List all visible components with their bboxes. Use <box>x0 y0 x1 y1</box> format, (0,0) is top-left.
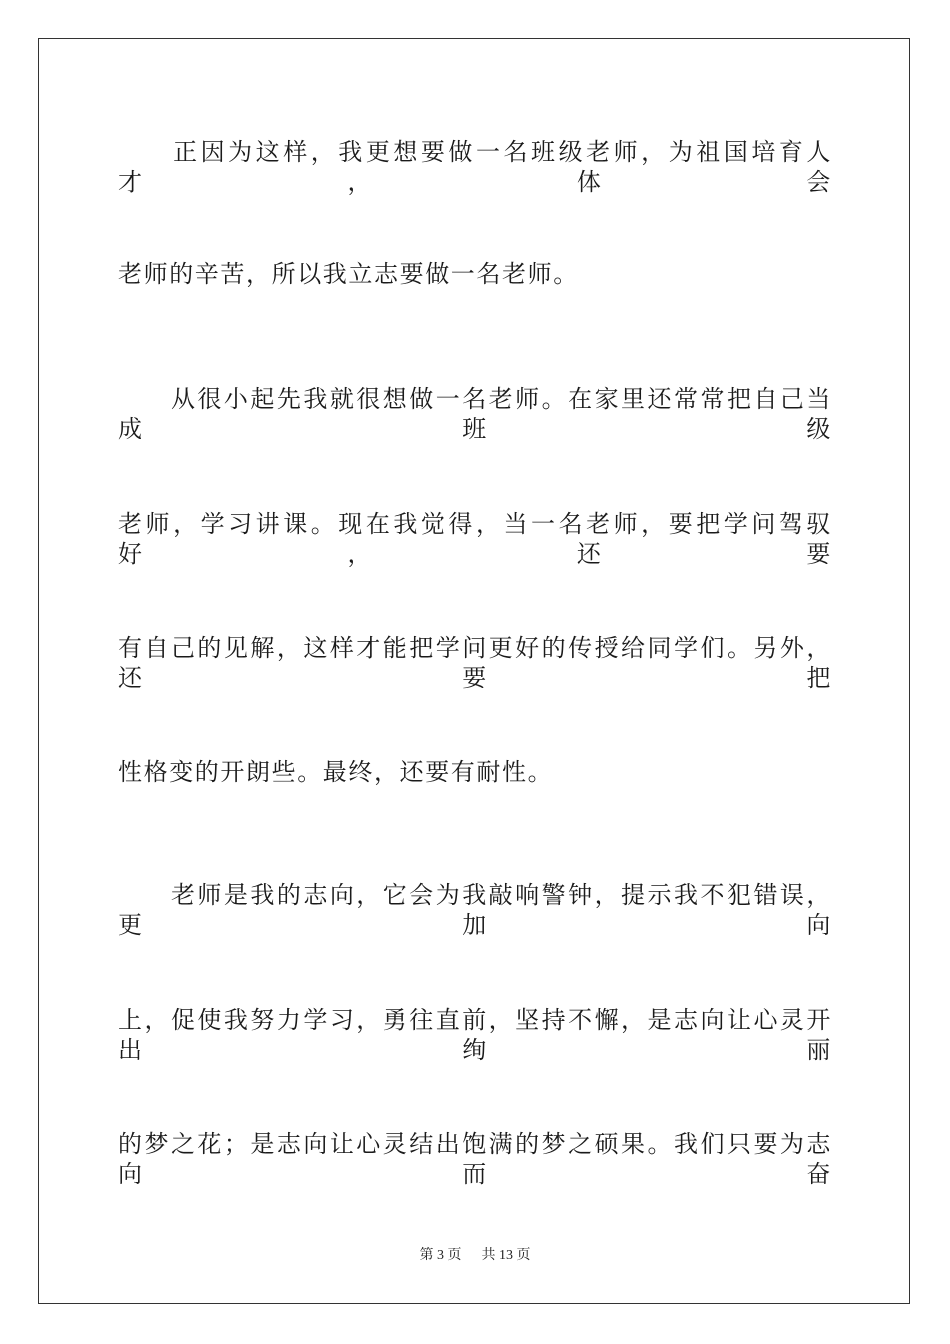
paragraph-line: 上，促使我努力学习，勇往直前，坚持不懈，是志向让心灵开出绚丽 <box>118 1006 832 1064</box>
total-pages: 共 13 页 <box>481 1248 531 1263</box>
page-footer <box>0 1247 950 1265</box>
paragraph-line: 的梦之花；是志向让心灵结出饱满的梦之硕果。我们只要为志向而奋 <box>118 1130 832 1188</box>
page-number: 第 3 页 <box>419 1248 462 1263</box>
paragraph-line: 正因为这样，我更想要做一名班级老师，为祖国培育人才，体会 <box>118 138 832 196</box>
paragraph-line: 性格变的开朗些。最终，还要有耐性。 <box>118 758 554 786</box>
paragraph-line: 老师的辛苦，所以我立志要做一名老师。 <box>118 260 579 288</box>
paragraph-line: 从很小起先我就很想做一名老师。在家里还常常把自己当成班级 <box>118 385 832 443</box>
paragraph-line: 老师，学习讲课。现在我觉得，当一名老师，要把学问驾驭好，还要 <box>118 510 832 568</box>
paragraph-line: 有自己的见解，这样才能把学问更好的传授给同学们。另外，还要把 <box>118 634 832 692</box>
paragraph-line: 老师是我的志向，它会为我敲响警钟，提示我不犯错误，更加向 <box>118 881 832 939</box>
